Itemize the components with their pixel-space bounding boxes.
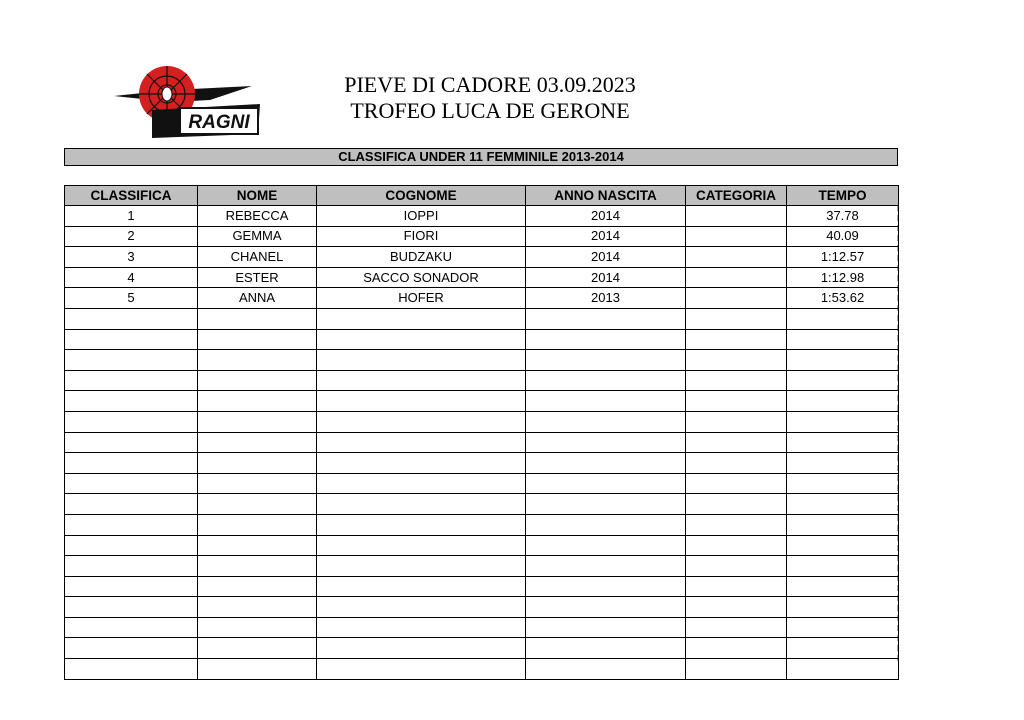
empty-cell <box>198 350 317 371</box>
empty-cell <box>686 638 787 659</box>
empty-cell <box>65 473 198 494</box>
page-title <box>310 72 670 124</box>
empty-table-row <box>65 535 899 556</box>
cell-tempo: 37.78 <box>787 206 899 227</box>
spider-logo-icon <box>112 62 262 140</box>
cell-anno: 2014 <box>526 226 686 247</box>
empty-table-row <box>65 350 899 371</box>
empty-cell <box>686 308 787 329</box>
empty-table-row <box>65 617 899 638</box>
title-line-1: PIEVE DI CADORE 03.09.2023 <box>344 72 636 97</box>
empty-cell <box>198 597 317 618</box>
empty-cell <box>526 329 686 350</box>
empty-cell <box>526 535 686 556</box>
empty-cell <box>65 453 198 474</box>
cell-anno: 2013 <box>526 288 686 309</box>
empty-cell <box>317 411 526 432</box>
cell-tempo: 1:12.57 <box>787 247 899 268</box>
cell-categoria <box>686 247 787 268</box>
empty-cell <box>787 370 899 391</box>
empty-cell <box>526 411 686 432</box>
empty-cell <box>526 597 686 618</box>
empty-cell <box>787 494 899 515</box>
empty-cell <box>65 638 198 659</box>
empty-cell <box>686 329 787 350</box>
cell-tempo: 40.09 <box>787 226 899 247</box>
col-nome: NOME <box>198 186 317 206</box>
empty-cell <box>787 391 899 412</box>
empty-cell <box>787 453 899 474</box>
empty-cell <box>686 494 787 515</box>
col-categoria: CATEGORIA <box>686 186 787 206</box>
cell-cognome: IOPPI <box>317 206 526 227</box>
col-classifica: CLASSIFICA <box>65 186 198 206</box>
empty-cell <box>317 329 526 350</box>
cell-anno: 2014 <box>526 267 686 288</box>
empty-cell <box>317 576 526 597</box>
cell-categoria <box>686 288 787 309</box>
empty-cell <box>65 329 198 350</box>
table-header-row <box>65 186 899 206</box>
empty-table-row <box>65 411 899 432</box>
empty-cell <box>198 329 317 350</box>
empty-cell <box>787 514 899 535</box>
empty-cell <box>526 370 686 391</box>
empty-cell <box>198 535 317 556</box>
empty-cell <box>198 494 317 515</box>
title-line-2: TROFEO LUCA DE GERONE <box>350 98 630 123</box>
ragni-logo <box>112 62 262 140</box>
empty-cell <box>787 638 899 659</box>
empty-cell <box>65 514 198 535</box>
empty-cell <box>65 370 198 391</box>
empty-cell <box>787 350 899 371</box>
empty-cell <box>198 308 317 329</box>
empty-cell <box>787 308 899 329</box>
empty-cell <box>317 659 526 680</box>
category-banner: CLASSIFICA UNDER 11 FEMMINILE 2013-2014 <box>64 148 898 166</box>
empty-cell <box>686 576 787 597</box>
empty-cell <box>526 473 686 494</box>
empty-cell <box>787 556 899 577</box>
table-row <box>65 247 899 268</box>
empty-cell <box>526 659 686 680</box>
empty-table-row <box>65 473 899 494</box>
table-row <box>65 267 899 288</box>
empty-cell <box>198 576 317 597</box>
empty-cell <box>198 617 317 638</box>
empty-cell <box>526 391 686 412</box>
empty-table-row <box>65 597 899 618</box>
empty-cell <box>65 308 198 329</box>
empty-cell <box>787 576 899 597</box>
empty-cell <box>317 453 526 474</box>
cell-categoria <box>686 206 787 227</box>
cell-anno: 2014 <box>526 247 686 268</box>
empty-cell <box>317 638 526 659</box>
empty-cell <box>65 494 198 515</box>
empty-cell <box>686 617 787 638</box>
empty-table-row <box>65 329 899 350</box>
empty-cell <box>65 411 198 432</box>
empty-cell <box>198 453 317 474</box>
empty-cell <box>65 350 198 371</box>
empty-cell <box>317 473 526 494</box>
empty-table-row <box>65 494 899 515</box>
empty-cell <box>65 432 198 453</box>
empty-cell <box>686 514 787 535</box>
svg-text:RAGNI: RAGNI <box>188 112 250 133</box>
empty-cell <box>65 576 198 597</box>
empty-cell <box>198 514 317 535</box>
empty-cell <box>686 350 787 371</box>
table-row <box>65 206 899 227</box>
empty-cell <box>526 494 686 515</box>
cell-nome: CHANEL <box>198 247 317 268</box>
empty-cell <box>526 308 686 329</box>
cell-categoria <box>686 267 787 288</box>
cell-tempo: 1:53.62 <box>787 288 899 309</box>
empty-table-row <box>65 432 899 453</box>
empty-table-row <box>65 514 899 535</box>
empty-cell <box>686 370 787 391</box>
empty-cell <box>787 659 899 680</box>
empty-cell <box>198 473 317 494</box>
empty-table-row <box>65 659 899 680</box>
cell-nome: REBECCA <box>198 206 317 227</box>
empty-cell <box>787 432 899 453</box>
empty-cell <box>787 617 899 638</box>
empty-cell <box>198 556 317 577</box>
empty-cell <box>526 576 686 597</box>
empty-table-row <box>65 638 899 659</box>
empty-cell <box>198 370 317 391</box>
empty-cell <box>526 514 686 535</box>
empty-table-row <box>65 308 899 329</box>
col-anno-nascita: ANNO NASCITA <box>526 186 686 206</box>
empty-cell <box>65 391 198 412</box>
empty-cell <box>317 308 526 329</box>
empty-cell <box>526 617 686 638</box>
empty-cell <box>686 432 787 453</box>
empty-table-row <box>65 576 899 597</box>
empty-table-row <box>65 391 899 412</box>
empty-cell <box>65 659 198 680</box>
empty-cell <box>686 535 787 556</box>
empty-table-row <box>65 556 899 577</box>
empty-cell <box>686 597 787 618</box>
cell-nome: ANNA <box>198 288 317 309</box>
empty-cell <box>526 432 686 453</box>
empty-cell <box>526 453 686 474</box>
empty-table-row <box>65 370 899 391</box>
empty-cell <box>198 391 317 412</box>
empty-cell <box>686 659 787 680</box>
cell-classifica: 2 <box>65 226 198 247</box>
cell-cognome: FIORI <box>317 226 526 247</box>
empty-table-row <box>65 453 899 474</box>
empty-cell <box>65 535 198 556</box>
empty-cell <box>317 494 526 515</box>
empty-cell <box>198 659 317 680</box>
col-tempo: TEMPO <box>787 186 899 206</box>
table-row <box>65 226 899 247</box>
empty-cell <box>317 535 526 556</box>
cell-cognome: HOFER <box>317 288 526 309</box>
empty-cell <box>787 411 899 432</box>
empty-cell <box>686 391 787 412</box>
empty-cell <box>317 514 526 535</box>
page-edge-marks <box>897 205 899 661</box>
empty-cell <box>787 473 899 494</box>
empty-cell <box>65 597 198 618</box>
cell-categoria <box>686 226 787 247</box>
cell-nome: GEMMA <box>198 226 317 247</box>
cell-nome: ESTER <box>198 267 317 288</box>
empty-cell <box>317 556 526 577</box>
cell-cognome: SACCO SONADOR <box>317 267 526 288</box>
empty-cell <box>317 350 526 371</box>
empty-cell <box>317 370 526 391</box>
cell-classifica: 4 <box>65 267 198 288</box>
empty-cell <box>198 638 317 659</box>
cell-classifica: 5 <box>65 288 198 309</box>
empty-cell <box>65 617 198 638</box>
empty-cell <box>787 597 899 618</box>
empty-cell <box>787 329 899 350</box>
empty-cell <box>317 597 526 618</box>
empty-cell <box>198 432 317 453</box>
cell-tempo: 1:12.98 <box>787 267 899 288</box>
empty-cell <box>198 411 317 432</box>
empty-cell <box>526 638 686 659</box>
table-row <box>65 288 899 309</box>
empty-cell <box>317 617 526 638</box>
empty-cell <box>686 556 787 577</box>
empty-cell <box>686 453 787 474</box>
empty-cell <box>686 473 787 494</box>
empty-cell <box>787 535 899 556</box>
empty-cell <box>526 556 686 577</box>
empty-cell <box>686 411 787 432</box>
col-cognome: COGNOME <box>317 186 526 206</box>
cell-classifica: 3 <box>65 247 198 268</box>
cell-anno: 2014 <box>526 206 686 227</box>
cell-cognome: BUDZAKU <box>317 247 526 268</box>
cell-classifica: 1 <box>65 206 198 227</box>
empty-cell <box>317 432 526 453</box>
results-table <box>64 185 899 680</box>
empty-cell <box>65 556 198 577</box>
empty-cell <box>526 350 686 371</box>
empty-cell <box>317 391 526 412</box>
